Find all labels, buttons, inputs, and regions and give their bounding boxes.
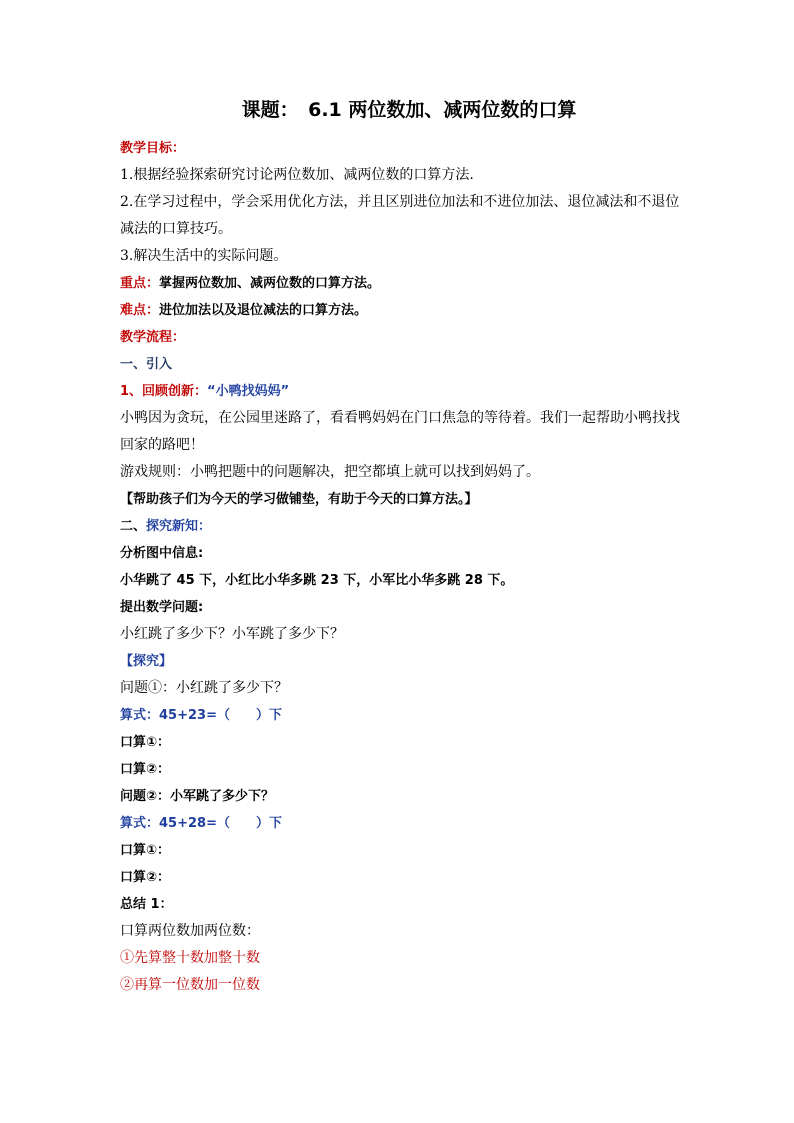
q1-oral1: 口算①： bbox=[120, 735, 171, 750]
document-page bbox=[120, 97, 680, 999]
difficulty bbox=[120, 297, 680, 324]
section1-heading: 一、引入 bbox=[120, 357, 173, 372]
summary-step-2: ②再算一位数加一位数 bbox=[120, 977, 260, 993]
lesson-title: 课题： 6.1 两位数加、减两位数的口算 bbox=[241, 99, 577, 121]
objective-3: 3.解决生活中的实际问题。 bbox=[120, 248, 288, 264]
section1-rules: 游戏规则：小鸭把题中的问题解决，把空都填上就可以找到妈妈了。 bbox=[120, 464, 540, 480]
pose-label: 提出数学问题: bbox=[120, 600, 204, 615]
section1-sub-quote: “小鸭找妈妈” bbox=[207, 384, 290, 399]
difficulty-text: 进位加法以及退位减法的口算方法。 bbox=[159, 303, 368, 318]
section1-sub bbox=[120, 378, 680, 405]
questions-text: 小红跳了多少下？小军跳了多少下？ bbox=[120, 626, 344, 642]
section1-sub-label: 1、回顾创新： bbox=[120, 384, 208, 399]
key-point bbox=[120, 270, 680, 297]
q1-formula: 算式：45+23=（ ）下 bbox=[120, 708, 282, 723]
section2-heading-main: 探究新知： bbox=[146, 519, 212, 534]
q2-label: 问题②：小军跳了多少下？ bbox=[120, 789, 275, 804]
section2-heading-prefix: 二、 bbox=[120, 519, 147, 534]
difficulty-label: 难点： bbox=[120, 303, 160, 318]
q1-oral2: 口算②： bbox=[120, 762, 171, 777]
section1-note: 【帮助孩子们为今天的学习做铺垫，有助于今天的口算方法。】 bbox=[120, 492, 478, 507]
q2-oral1: 口算①： bbox=[120, 843, 171, 858]
q2-oral2: 口算②： bbox=[120, 870, 171, 885]
summary-title: 口算两位数加两位数： bbox=[120, 923, 260, 939]
objective-1: 1.根据经验探索研究讨论两位数加、减两位数的口算方法. bbox=[120, 167, 474, 183]
section1-story: 小鸭因为贪玩，在公园里迷路了，看看鸭妈妈在门口焦急的等待着。我们一起帮助小鸭找找回家的路吧！ bbox=[120, 410, 680, 453]
objective-2: 2.在学习过程中，学会采用优化方法，并且区别进位加法和不进位加法、退位减法和不退位减法的口算技巧。 bbox=[120, 194, 680, 237]
process-heading: 教学流程： bbox=[120, 330, 186, 345]
info-text: 小华跳了 45 下，小红比小华多跳 23 下，小军比小华多跳 28 下。 bbox=[120, 573, 514, 588]
objectives-heading: 教学目标： bbox=[120, 141, 186, 156]
summary-label: 总结 1： bbox=[120, 897, 173, 912]
q2-formula: 算式：45+28=（ ）下 bbox=[120, 816, 282, 831]
explore-label: 【探究】 bbox=[120, 654, 173, 669]
key-point-label: 重点： bbox=[120, 276, 160, 291]
analyze-label: 分析图中信息: bbox=[120, 546, 204, 561]
section2-heading bbox=[120, 513, 680, 540]
q1-label: 问题①：小红跳了多少下？ bbox=[120, 680, 288, 696]
summary-step-1: ①先算整十数加整十数 bbox=[120, 950, 260, 966]
key-point-text: 掌握两位数加、减两位数的口算方法。 bbox=[159, 276, 381, 291]
